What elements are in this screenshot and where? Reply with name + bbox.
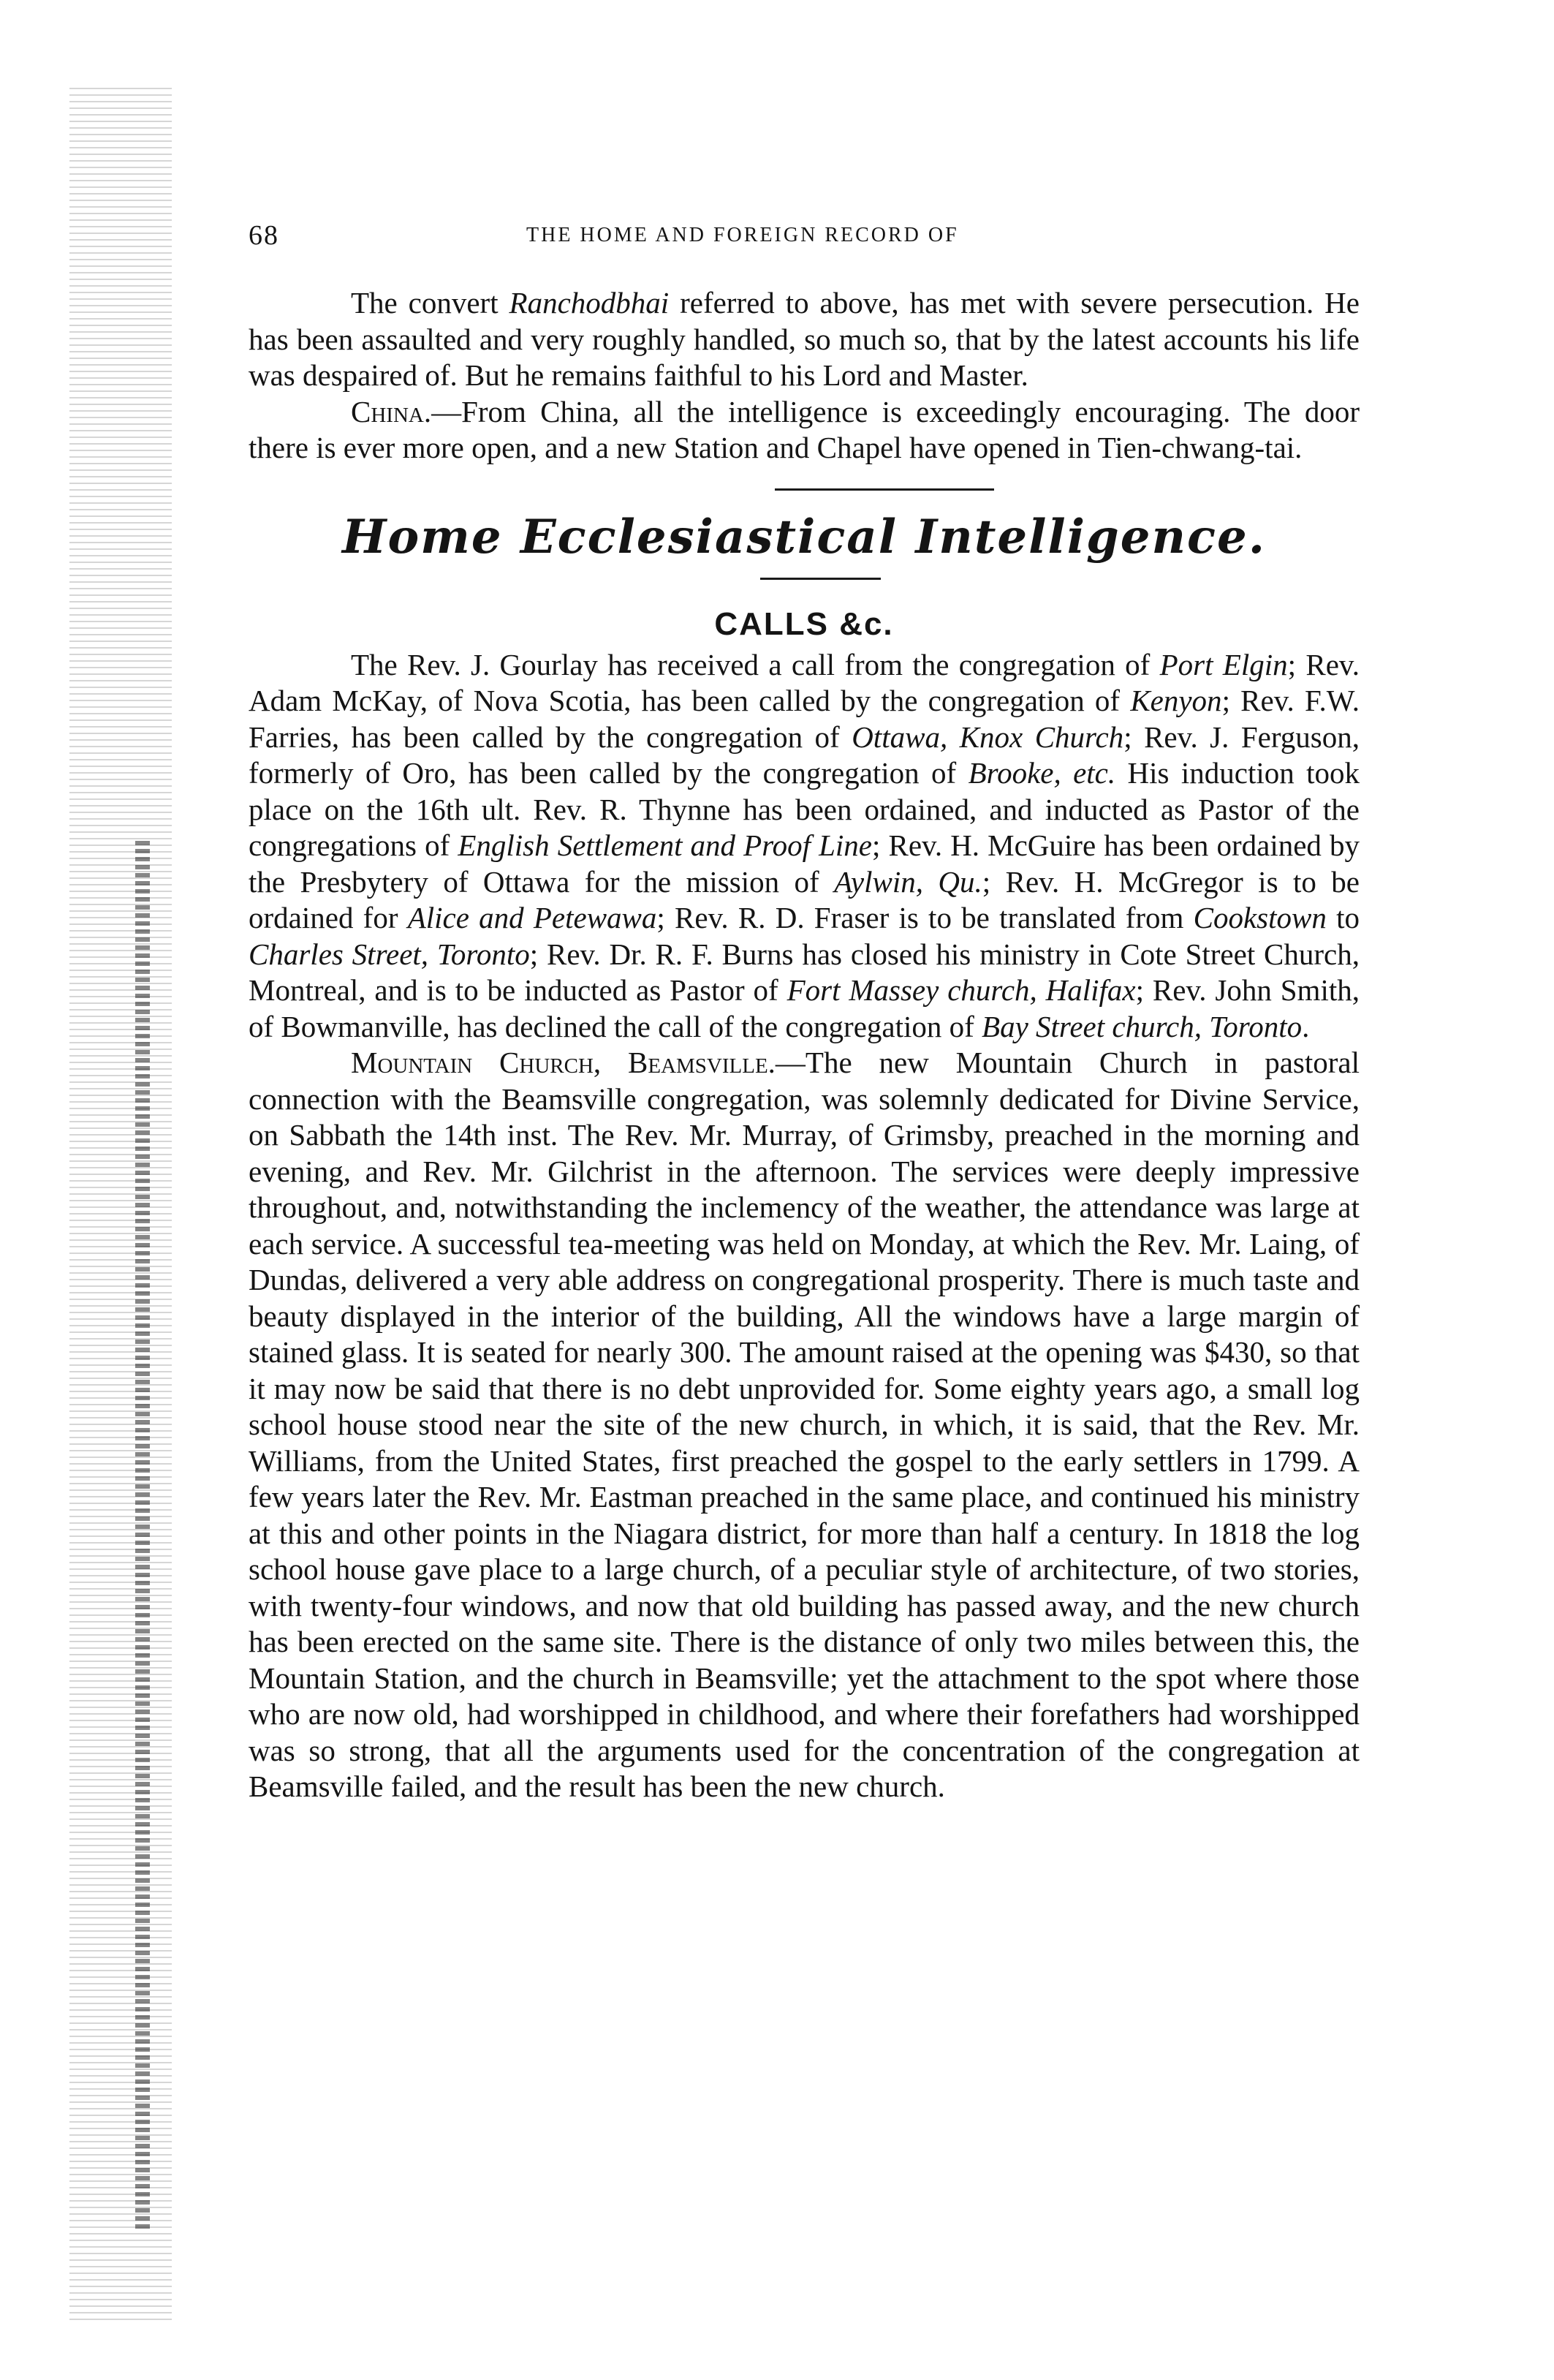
scan-binding-shadow: [135, 841, 150, 2230]
page-number: 68: [249, 220, 279, 251]
title-underline: [760, 578, 881, 580]
section-title: Home Ecclesiastical Intelligence.: [341, 509, 1267, 564]
china-paragraph: China.—From China, all the intelligence is exceedingly encouraging. The door there is ever more open, and a new Station and Chapel have opened in Tien-chwang-tai.: [249, 394, 1360, 464]
section-divider: [775, 488, 994, 491]
calls-paragraph: The Rev. J. Gourlay has received a call from the congregation of Port Elgin; Rev. Adam McKay, of Nova Scotia, has been called by the congregation of Kenyon; Rev. F.W. Farries, has been called by the congregation of Ottawa, Knox Church; Rev. J. Ferguson, formerly of Oro, has been called by the congregation of Brooke, etc. His induction took place on the 16th ult. Rev. R. Thynne has been ordained, and inducted as Pastor of the congregations of English Settlement and Proof Line; Rev. H. McGuire has been ordained by the Presbytery of Ottawa for the mission of Aylwin, Qu.; Rev. H. McGregor is to be ordained for Alice and Petewawa; Rev. R. D. Fraser is to be translated from Cookstown to Charles Street, Toronto; Rev. Dr. R. F. Burns has closed his ministry in Cote Street Church, Montreal, and is to be inducted as Pastor of Fort Massey church, Halifax; Rev. John Smith, of Bowmanville, has declined the call of the congregation of Bay Street church, Toronto.: [249, 647, 1360, 1043]
page: [249, 219, 1360, 1805]
running-head: [249, 219, 1360, 263]
mountain-church-lead: Mountain Church, Beamsville.: [351, 1046, 776, 1079]
convert-name: Ranchodbhai: [509, 286, 670, 320]
calls-heading: CALLS &c.: [714, 605, 894, 642]
mountain-church-paragraph: Mountain Church, Beamsville.—The new Mountain Church in pastoral connection with the Beamsville congregation, was solemnly dedicated for Divine Service, on Sabbath the 14th inst. The Rev. Mr. Murray, of Grimsby, preached in the morning and evening, and Rev. Mr. Gilchrist in the afternoon. The services were deeply impressive throughout, and, notwithstanding the inclemency of the weather, the attendance was large at each service. A successful tea-meeting was held on Monday, at which the Rev. Mr. Laing, of Dundas, delivered a very able address on congregational prosperity. There is much taste and beauty displayed in the interior of the building, All the windows have a large margin of stained glass. It is seated for nearly 300. The amount raised at the opening was $430, so that it may now be said that there is no debt unprovided for. Some eighty years ago, a small log school house stood near the site of the new church, in which, it is said, that the Rev. Mr. Williams, from the United States, first preached the gospel to the early settlers in 1799. A few years later the Rev. Mr. Eastman preached in the same place, and continued his ministry at this and other points in the Niagara district, for more than half a century. In 1818 the log school house gave place to a large church, of a peculiar style of architecture, of two stories, with twenty-four windows, and now that old building has passed away, and the new church has been erected on the same site. There is the distance of only two miles between this, the Mountain Station, and the church in Beamsville; yet the attachment to the spot where those who are now old, had worshipped in childhood, and where their forefathers had worshipped was so strong, that all the arguments used for the concentration of the congregation at Beamsville failed, and the result has been the new church.: [249, 1046, 1360, 1803]
convert-paragraph: The convert Ranchodbhai referred to above, has met with severe persecution. He has been assaulted and very roughly handled, so much so, that by the latest accounts his life was despaired of. But he remains faithful to his Lord and Master.: [249, 286, 1360, 392]
china-lead: China.: [351, 394, 432, 428]
running-title: THE HOME AND FOREIGN RECORD OF: [526, 224, 959, 246]
scan-edge-shadow: [69, 88, 172, 2325]
